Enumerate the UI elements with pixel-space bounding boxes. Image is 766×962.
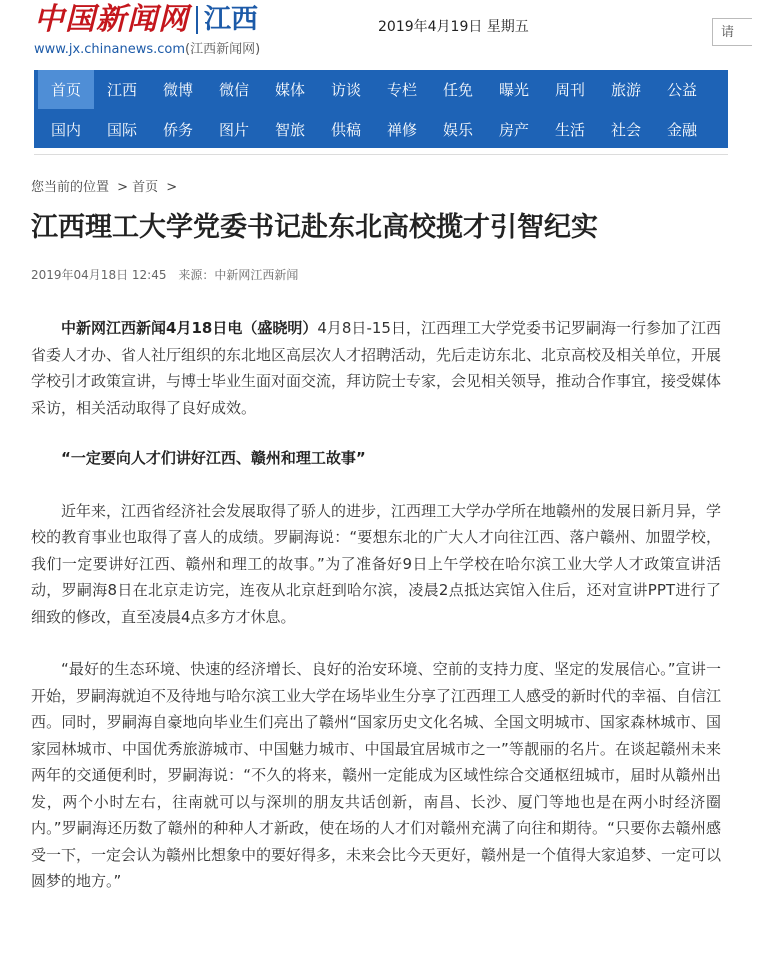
nav-item-secondary-11[interactable]: 金融 [666,121,697,139]
article-paragraph: 近年来，江西省经济社会发展取得了骄人的进步，江西理工大学办学所在地赣州的发展日新月异，学校的教育事业也取得了喜人的成绩。罗嗣海说：“要想东北的广大人才向往江西、落户赣州、加盟学校，我们一定要讲好江西、赣州和理工的故事。”为了准备好9日上午学校在哈尔滨工业大学人才政策宣讲活动，罗嗣海8日在北京走访完，连夜从北京赶到哈尔滨，凌晨2点抵达宾馆入住后，还对宣讲PPT进行了细致的修改，直至凌晨4点多方才休息。 [31,501,722,626]
breadcrumb-separator: > [166,180,178,195]
site-url [34,38,260,57]
site-url-name: (江西新闻网) [185,42,261,57]
nav-item-secondary-2[interactable]: 侨务 [162,121,193,139]
nav-item-primary-4[interactable]: 媒体 [274,81,305,99]
region-name[interactable]: 江西 [204,4,258,35]
nav-item-secondary-6[interactable]: 禅修 [386,121,417,139]
nav-item-secondary-10[interactable]: 社会 [610,121,641,139]
nav-item-secondary-8[interactable]: 房产 [498,121,529,139]
breadcrumb-label: 您当前的位置 [31,180,110,195]
article-body [31,315,721,895]
nav-item-primary-8[interactable]: 曝光 [498,81,529,99]
nav-item-primary-3[interactable]: 微信 [218,81,249,99]
nav-item-secondary-12[interactable]: 法 [730,121,746,139]
nav-item-primary-12[interactable]: 社 [730,81,746,99]
article-date: 2019年04月18日 12:45 [31,268,167,282]
breadcrumb-separator: > [117,180,129,195]
nav-divider [34,154,728,155]
nav-item-primary-10[interactable]: 旅游 [610,81,641,99]
nav-item-primary-11[interactable]: 公益 [666,81,697,99]
nav-item-primary-9[interactable]: 周刊 [554,81,585,99]
nav-item-secondary-5[interactable]: 供稿 [330,121,361,139]
site-header [0,0,735,70]
site-url-host: www.jx.chinanews.com [34,42,186,57]
nav-item-secondary-0[interactable]: 国内 [50,121,81,139]
nav-item-primary-7[interactable]: 任免 [442,81,473,99]
article-subheading: “一定要向人才们讲好江西、赣州和理工故事” [61,449,366,467]
site-logo[interactable]: 中国新闻网 [34,2,189,37]
breadcrumb [31,176,181,195]
main-nav [34,70,746,148]
article-paragraph: “最好的生态环境、快速的经济增长、良好的治安环境、空前的支持力度、坚定的发展信心。”宣讲一开始，罗嗣海就迫不及待地与哈尔滨工业大学在场毕业生分享了江西理工人感受的新时代的幸福、自信江西。同时，罗嗣海自豪地向毕业生们亮出了赣州“国家历史文化名城、全国文明城市、国家森林城市、国家园林城市、中国优秀旅游城市、中国魅力城市、中国最宜居城市之一”等靓丽的名片。在谈起赣州未来两年的交通便利时，罗嗣海说：“不久的将来，赣州一定能成为区域性综合交通枢纽城市，届时从赣州出发，两个小时左右，往南就可以与深圳的朋友共话创新，南昌、长沙、厦门等地也是在两小时经济圈内。”罗嗣海还历数了赣州的种种人才新政，使在场的人才们对赣州充满了向往和期待。“只要你去赣州感受一下，一定会认为赣州比想象中的要好得多，未来会比今天更好，赣州是一个值得大家追梦、一定可以圆梦的地方。” [31,660,722,890]
nav-item-secondary-9[interactable]: 生活 [554,121,585,139]
nav-item-primary-1[interactable]: 江西 [106,81,137,99]
nav-item-primary-6[interactable]: 专栏 [386,81,417,99]
search-input[interactable]: 请 [712,18,752,46]
article-dateline: 中新网江西新闻4月18日电（盛晓明） [61,319,318,337]
nav-item-secondary-7[interactable]: 娱乐 [442,121,473,139]
nav-item-secondary-3[interactable]: 图片 [218,121,249,139]
article-lead-paragraph [31,315,721,421]
article-lead-text: 4月8日-15日，江西理工大学党委书记罗嗣海一行参加了江西省委人才办、省人社厅组织的东北地区高层次人才招聘活动，先后走访东北、北京高校及相关单位，开展学校引才政策宣讲，与博士毕业生面对面交流，拜访院士专家，会见相关领导，推动合作事宜，接受媒体采访，相关活动取得了良好成效。 [31,319,722,417]
article-meta [31,266,306,283]
logo-divider [196,6,198,34]
nav-item-secondary-4[interactable]: 智旅 [274,121,305,139]
breadcrumb-home-link[interactable]: 首页 [132,180,159,195]
article-title: 江西理工大学党委书记赴东北高校揽才引智纪实 [31,212,598,243]
article-source: 来源：中新网江西新闻 [178,268,299,282]
nav-item-primary-2[interactable]: 微博 [162,81,193,99]
nav-item-primary-5[interactable]: 访谈 [330,81,361,99]
nav-item-secondary-1[interactable]: 国际 [106,121,137,139]
current-date: 2019年4月19日 星期五 [378,19,529,35]
nav-item-primary-0[interactable]: 首页 [38,70,94,109]
